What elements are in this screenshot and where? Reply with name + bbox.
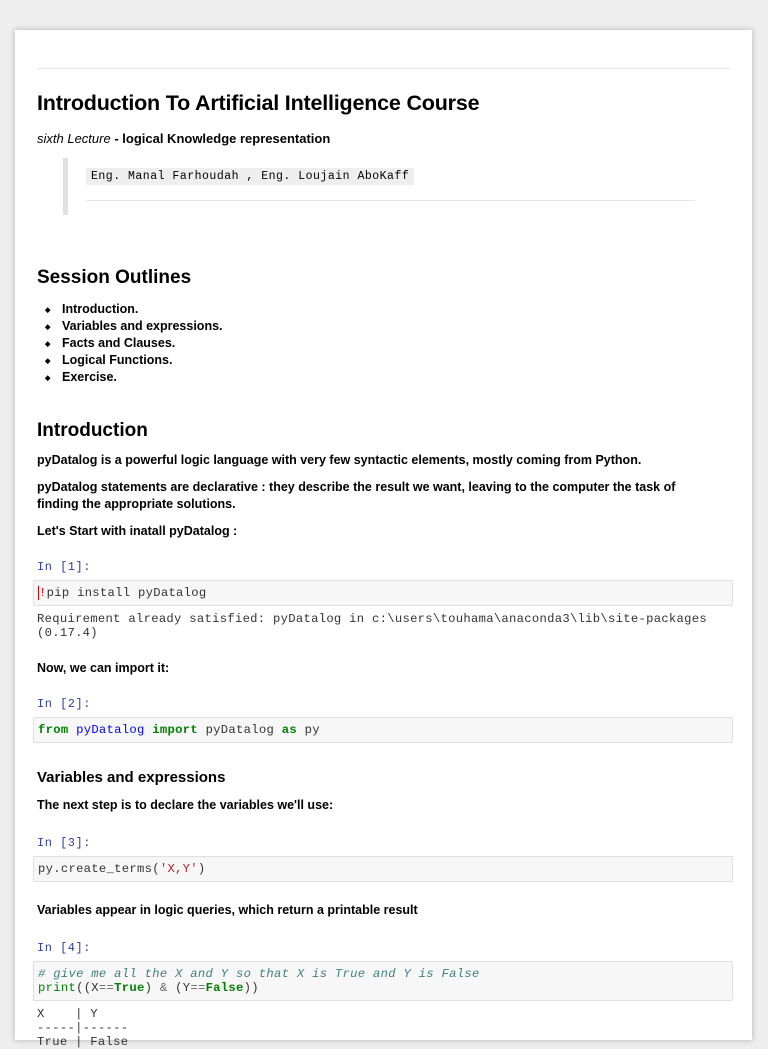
- page-title: Introduction To Artificial Intelligence Course: [37, 91, 480, 115]
- cell-4-output-line: True | False: [37, 1035, 129, 1049]
- outline-item: ◆ Logical Functions.: [62, 352, 730, 369]
- cell-4-output-line: X | Y: [37, 1007, 98, 1021]
- declarative-term: declarative: [192, 480, 258, 494]
- cell-1-output: [37, 612, 730, 640]
- intro-heading: Introduction: [37, 420, 148, 441]
- declarative-text-c: finding the appropriate solutions.: [37, 497, 236, 511]
- code-fragment: ): [144, 981, 160, 995]
- authors-quote: [63, 158, 695, 215]
- queries-paragraph: Variables appear in logic queries, which return a printable result: [37, 903, 418, 917]
- variables-heading: Variables and expressions: [37, 769, 226, 786]
- cell-3-input[interactable]: [33, 856, 733, 882]
- outline-item: ◆ Variables and expressions.: [62, 318, 730, 335]
- declarative-text-a: pyDatalog statements are: [37, 480, 193, 494]
- cell-4-input[interactable]: [33, 961, 733, 1001]
- cell-1-input[interactable]: [33, 580, 733, 606]
- import-alias: py: [304, 723, 320, 737]
- outline-list: [37, 301, 730, 386]
- false-literal: False: [205, 981, 244, 995]
- outline-item: ◆ Exercise.: [62, 369, 730, 386]
- cell-1-output-line: (0.17.4): [37, 626, 98, 640]
- module-name: pyDatalog: [76, 723, 145, 737]
- authors-text: Eng. Manal Farhoudah , Eng. Loujain AboKaff: [86, 168, 414, 185]
- imported-name: pyDatalog: [205, 723, 275, 737]
- cell-4-output-line: -----|------: [37, 1021, 129, 1035]
- variables-paragraph: The next step is to declare the variables we'll use:: [37, 798, 334, 812]
- top-divider: [37, 68, 730, 69]
- cell-4-prompt: In [4]:: [37, 941, 91, 955]
- keyword-as: as: [281, 723, 297, 737]
- outline-item: ◆ Facts and Clauses.: [62, 335, 730, 352]
- eq-operator: ==: [98, 981, 115, 995]
- eq-operator: ==: [190, 981, 206, 995]
- create-terms-call: py.create_terms(: [38, 862, 160, 876]
- lecture-topic: logical Knowledge representation: [122, 131, 331, 146]
- outline-item: ◆ Introduction.: [62, 301, 730, 318]
- cell-1-code: pip install pyDatalog: [46, 586, 207, 600]
- notebook-content: [37, 68, 730, 1049]
- cell-4-output: [37, 1007, 730, 1049]
- code-fragment: )): [243, 981, 259, 995]
- cell-2-input[interactable]: [33, 717, 733, 743]
- code-fragment: ((X: [76, 981, 99, 995]
- notebook-page: [15, 30, 752, 1049]
- subtitle-separator: -: [110, 131, 123, 146]
- declarative-paragraph: [37, 479, 730, 513]
- keyword-import: import: [152, 723, 198, 737]
- authors-divider: [86, 200, 695, 201]
- true-literal: True: [114, 981, 145, 995]
- code-fragment: (Y: [167, 981, 191, 995]
- cell-1-prompt: In [1]:: [37, 560, 91, 574]
- code-comment: # give me all the X and Y so that X is True and Y is False: [38, 967, 480, 981]
- shell-bang: !: [39, 586, 47, 600]
- and-operator: &: [159, 981, 168, 995]
- cell-2-prompt: In [2]:: [37, 697, 91, 711]
- lecture-subtitle: [37, 131, 730, 146]
- intro-paragraph: pyDatalog is a powerful logic language with very few syntactic elements, mostly coming from Python.: [37, 453, 642, 467]
- install-paragraph: Let's Start with inatall pyDatalog :: [37, 524, 238, 538]
- close-paren: ): [197, 862, 206, 876]
- declarative-text-b: : they describe the result we want, leaving to the computer the task of: [257, 480, 676, 494]
- lecture-number: sixth Lecture: [37, 131, 111, 146]
- cell-1-output-line: Requirement already satisfied: pyDatalog in c:\users\touhama\anaconda3\lib\site-packages: [37, 612, 708, 626]
- outline-heading: Session Outlines: [37, 267, 192, 288]
- keyword-from: from: [38, 723, 69, 737]
- terms-string: 'X,Y': [159, 862, 198, 876]
- import-paragraph: Now, we can import it:: [37, 661, 170, 675]
- cell-3-prompt: In [3]:: [37, 836, 91, 850]
- print-builtin: print: [38, 981, 77, 995]
